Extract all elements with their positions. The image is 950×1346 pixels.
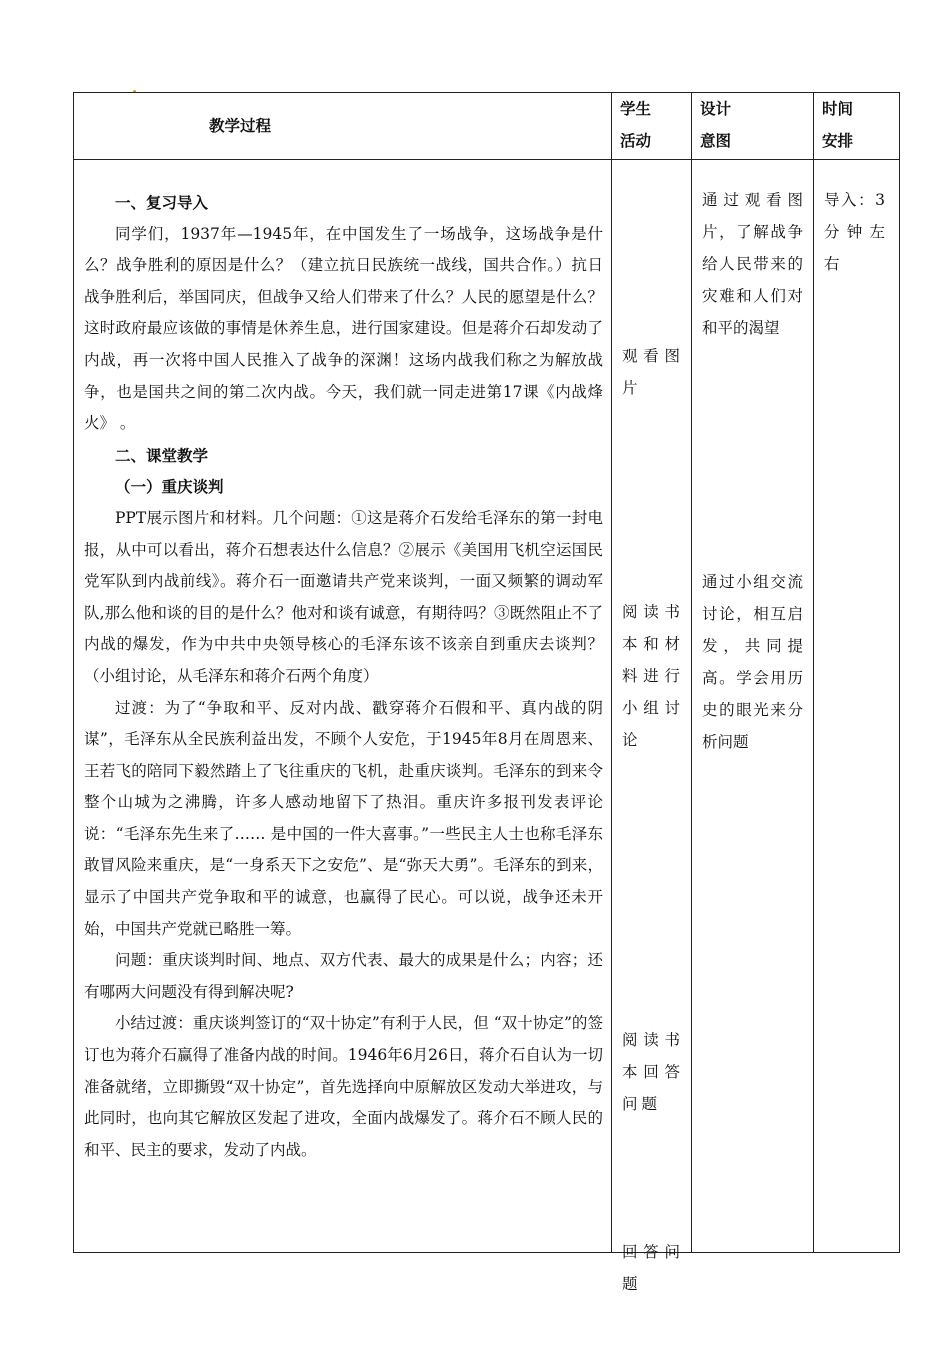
design-intent-cell bbox=[692, 160, 814, 1253]
header-student-line1: 学生 bbox=[620, 99, 652, 118]
lesson-plan-table bbox=[73, 92, 900, 1293]
table-header-row bbox=[74, 93, 900, 160]
student-activity-4: 回答问题 bbox=[622, 1243, 684, 1293]
header-design-line2: 意图 bbox=[700, 131, 732, 150]
header-process: 教学过程 bbox=[209, 116, 272, 135]
transition-paragraph: 过渡：为了“争取和平、反对内战、戳穿蒋介石假和平、真内战的阴谋”，毛泽东从全民族利益出发，不顾个人安危，于1945年8月在周恩来、王若飞的陪同下毅然踏上了飞往重庆的飞机，赴重庆谈判。毛泽东的到来令整个山城为之沸腾，许多人感动地留下了热泪。重庆许多报刊发表评论说：“毛泽东先生来了…… 是中国的一件大喜事。”一些民主人士也称毛泽东敢冒风险来重庆，是“一身系天下之安危”、是“弥天大勇”。毛泽东的到来，显示了中国共产党争取和平的诚意，也赢得了民心。可以说，战争还未开始，中国共产党就已略胜一筹。 bbox=[84, 698, 603, 938]
header-design-line1: 设计 bbox=[700, 99, 732, 118]
header-time-line1: 时间 bbox=[822, 99, 854, 118]
questions-paragraph: 问题：重庆谈判时间、地点、双方代表、最大的成果是什么；内容；还有哪两大问题没有得到解决呢? bbox=[84, 951, 603, 1001]
intro-paragraph: 同学们，1937年—1945年，在中国发生了一场战争，这场战争是什么？战争胜利的原因是什么？（建立抗日民族统一战线，国共合作。）抗日战争胜利后，举国同庆，但战争又给人们带来了什么？人民的愿望是什么？这时政府最应该做的事情是休养生息，进行国家建设。但是蒋介石却发动了内战，再一次将中国人民推入了战争的深渊！这场内战我们称之为解放战争，也是国共之间的第二次内战。今天，我们就一同走进第17课《内战烽火》 。 bbox=[84, 224, 603, 433]
header-student-line2: 活动 bbox=[620, 131, 652, 150]
header-process-cell bbox=[74, 93, 612, 160]
section-heading-review: 一、复习导入 bbox=[115, 193, 209, 212]
student-activity-3: 阅读书本回答问题 bbox=[622, 1031, 684, 1113]
table-body-row bbox=[74, 160, 900, 1253]
design-intent-1: 通过观看图片，了解战争给人民带来的灾难和人们对和平的渴望 bbox=[702, 191, 803, 337]
summary-paragraph: 小结过渡：重庆谈判签订的“双十协定”有利于人民，但 “双十协定”的签订也为蒋介石赢得了准备内战的时间。1946年6月26日，蒋介石自认为一切准备就绪，立即撕毁“双十协定”，首先选择向中原解放区发动大举进攻，与此同时，也向其它解放区发起了进攻，全面内战爆发了。蒋介石不顾人民的和平、民主的要求，发动了内战。 bbox=[84, 1014, 603, 1159]
time-cell bbox=[814, 160, 900, 1253]
process-cell bbox=[74, 160, 612, 1253]
subsection-heading-chongqing: （一）重庆谈判 bbox=[115, 477, 224, 497]
section-heading-teaching: 二、课堂教学 bbox=[115, 445, 209, 465]
student-activity-cell bbox=[612, 160, 692, 1293]
ppt-questions-paragraph: PPT展示图片和材料。几个问题：①这是蒋介石发给毛泽东的第一封电报，从中可以看出，蒋介石想表达什么信息？②展示《美国用飞机空运国民党军队到内战前线》。蒋介石一面邀请共产党来谈判，一面又频繁的调动军队,那么他和谈的目的是什么？他对和谈有诚意，有期待吗？③既然阻止不了内战的爆发，作为中共中央领导核心的毛泽东该不该亲自到重庆去谈判？（小组讨论，从毛泽东和蒋介石两个角度） bbox=[84, 508, 603, 685]
header-design-cell bbox=[692, 93, 814, 160]
student-activity-1: 观看图片 bbox=[622, 347, 684, 397]
time-arrangement-1: 导入：3分钟左右 bbox=[824, 191, 885, 273]
header-student-cell bbox=[612, 93, 692, 160]
student-activity-2: 阅读书本和材料进行小组讨论 bbox=[622, 603, 684, 749]
header-time-cell bbox=[814, 93, 900, 160]
header-time-line2: 安排 bbox=[822, 131, 854, 150]
design-intent-2: 通过小组交流讨论，相互启发，共同提高。学会用历史的眼光来分析问题 bbox=[702, 573, 803, 751]
